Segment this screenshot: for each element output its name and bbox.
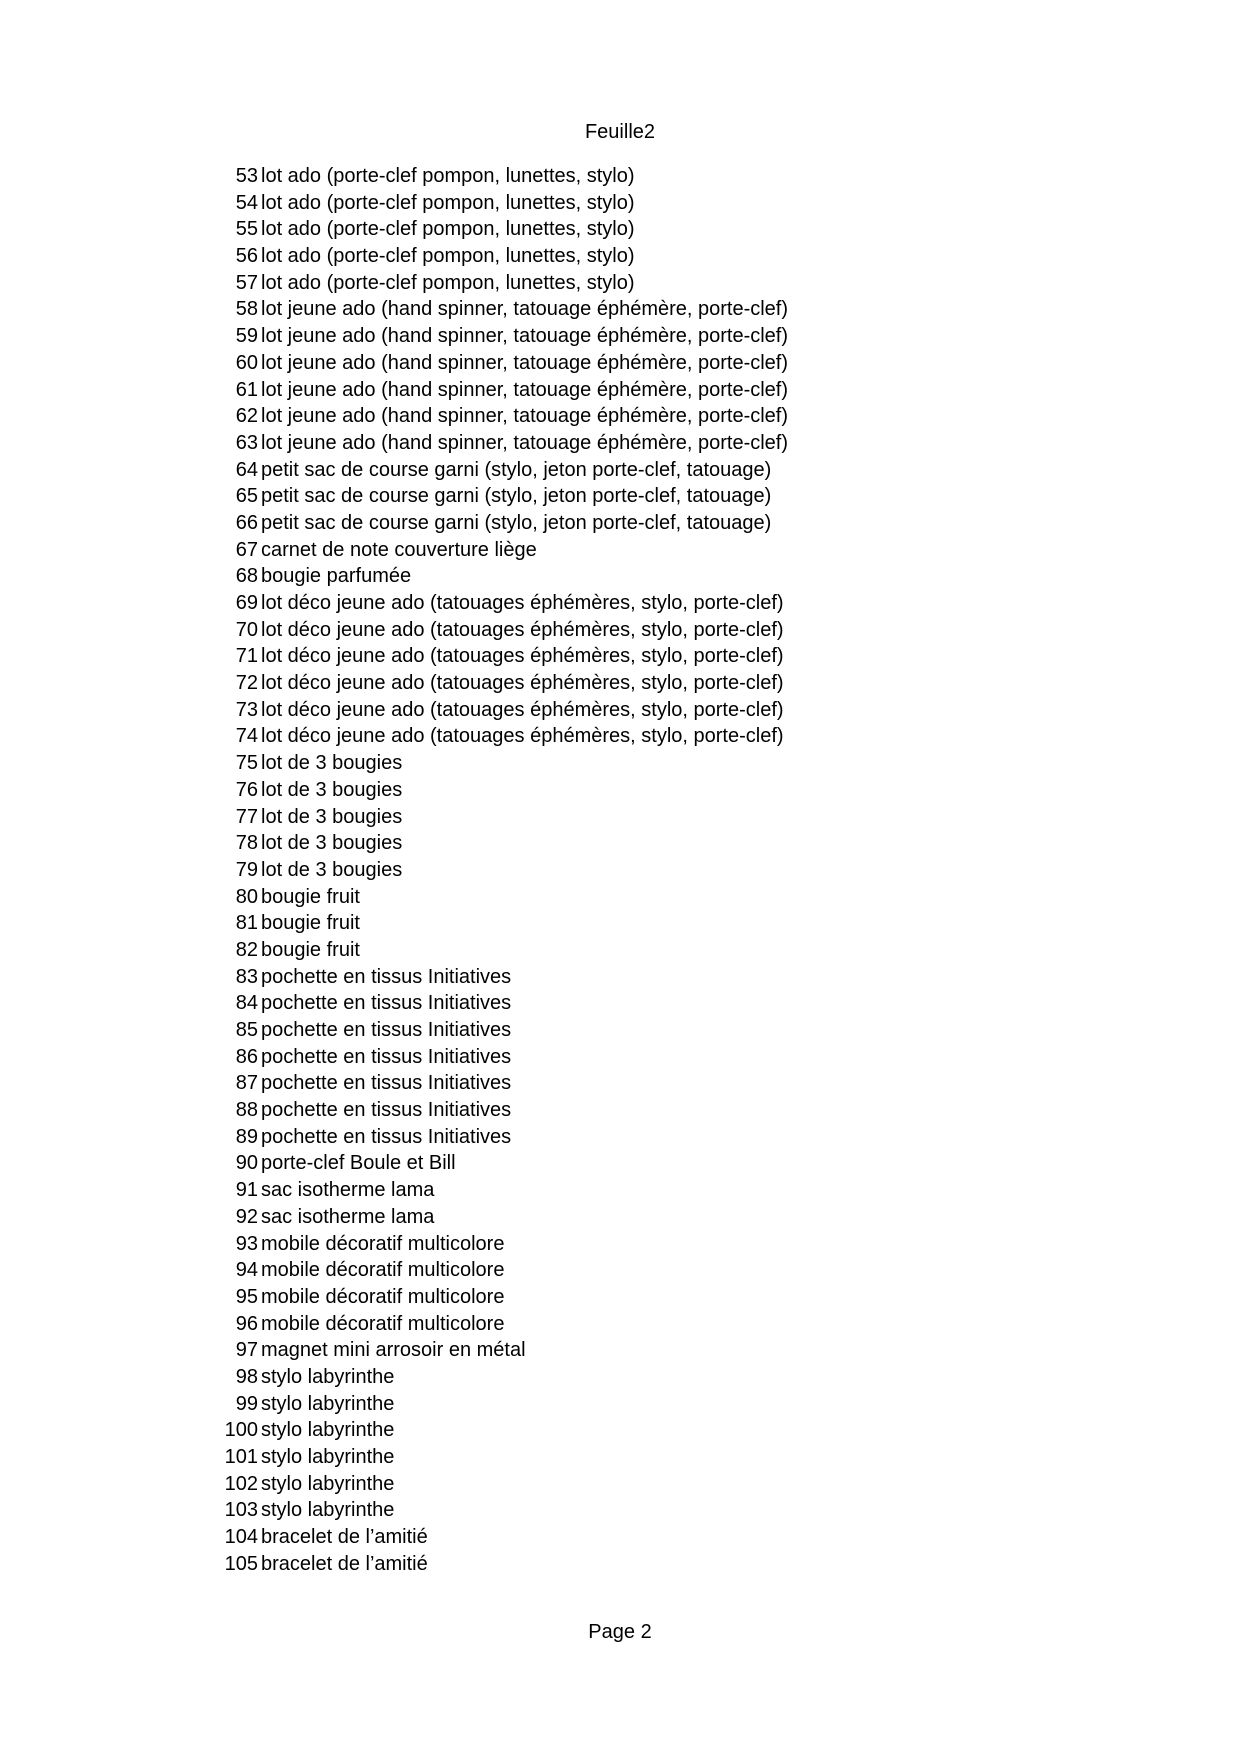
item-label: lot de 3 bougies [261, 832, 403, 855]
item-number: 87 [235, 1072, 258, 1095]
list-item [0, 1257, 1240, 1284]
item-number: 90 [235, 1152, 258, 1175]
item-number: 104 [224, 1526, 258, 1549]
list-item [0, 1337, 1240, 1364]
item-label: petit sac de course garni (stylo, jeton porte-clef, tatouage) [261, 458, 772, 481]
list-item [0, 430, 1240, 457]
item-number: 71 [235, 645, 258, 668]
item-label: lot ado (porte-clef pompon, lunettes, stylo) [261, 218, 635, 241]
item-number: 57 [235, 271, 258, 294]
list-item [0, 643, 1240, 670]
item-label: lot de 3 bougies [261, 752, 403, 775]
list-item [0, 350, 1240, 377]
page-number: Page 2 [588, 1621, 652, 1643]
item-label: stylo labyrinthe [261, 1446, 395, 1468]
item-label: petit sac de course garni (stylo, jeton porte-clef, tatouage) [261, 485, 772, 508]
item-label: pochette en tissus Initiatives [261, 1045, 512, 1068]
item-label: lot jeune ado (hand spinner, tatouage éphémère, porte-clef) [261, 351, 789, 374]
item-number: 64 [235, 458, 258, 481]
list-item [0, 884, 1240, 911]
list-item [0, 1444, 1240, 1471]
list-item [0, 296, 1240, 323]
item-label: lot ado (porte-clef pompon, lunettes, stylo) [261, 191, 635, 214]
item-number: 100 [224, 1419, 258, 1442]
item-label: stylo labyrinthe [261, 1365, 395, 1388]
item-label: lot jeune ado (hand spinner, tatouage éphémère, porte-clef) [261, 298, 789, 321]
item-number: 85 [235, 1019, 258, 1041]
item-label: bougie parfumée [261, 565, 412, 588]
list-item [0, 1391, 1240, 1418]
item-label: lot de 3 bougies [261, 805, 403, 828]
list-item [0, 537, 1240, 564]
item-number: 84 [235, 992, 258, 1015]
list-item [0, 1017, 1240, 1044]
item-number: 105 [224, 1552, 258, 1575]
list-item [0, 857, 1240, 884]
list-item [0, 723, 1240, 750]
item-label: bougie fruit [261, 885, 360, 908]
item-number: 63 [235, 431, 258, 454]
item-label: sac isotherme lama [261, 1179, 435, 1202]
list-item [0, 457, 1240, 484]
item-number: 66 [235, 511, 258, 534]
item-number: 78 [235, 832, 258, 855]
item-number: 91 [235, 1179, 258, 1202]
list-item [0, 670, 1240, 697]
item-number: 65 [235, 485, 258, 508]
list-item [0, 377, 1240, 404]
list-item [0, 777, 1240, 804]
item-label: lot déco jeune ado (tatouages éphémères, stylo, porte-clef) [261, 592, 784, 614]
list-item [0, 1231, 1240, 1258]
list-item [0, 910, 1240, 937]
list-item [0, 1177, 1240, 1204]
item-label: lot déco jeune ado (tatouages éphémères, stylo, porte-clef) [261, 725, 784, 748]
item-number: 75 [235, 752, 258, 775]
list-item [0, 1364, 1240, 1391]
item-label: lot jeune ado (hand spinner, tatouage éphémère, porte-clef) [261, 325, 789, 348]
list-item [0, 1204, 1240, 1231]
item-number: 93 [235, 1232, 258, 1255]
item-label: lot ado (porte-clef pompon, lunettes, stylo) [261, 245, 635, 268]
item-number: 69 [235, 592, 258, 614]
item-number: 54 [235, 191, 258, 214]
sheet-title: Feuille2 [584, 121, 656, 143]
item-label: pochette en tissus Initiatives [261, 1019, 512, 1041]
list-item [0, 804, 1240, 831]
item-number: 86 [235, 1045, 258, 1068]
list-item [0, 216, 1240, 243]
item-number: 94 [235, 1259, 258, 1282]
item-number: 56 [235, 245, 258, 268]
item-number: 79 [235, 858, 258, 881]
item-label: stylo labyrinthe [261, 1499, 395, 1522]
item-number: 96 [235, 1312, 258, 1335]
item-number: 53 [235, 165, 258, 187]
list-item [0, 964, 1240, 991]
item-number: 58 [235, 298, 258, 321]
list-item [0, 697, 1240, 724]
item-label: lot jeune ado (hand spinner, tatouage éphémère, porte-clef) [261, 378, 789, 401]
item-label: stylo labyrinthe [261, 1472, 395, 1495]
list-item [0, 483, 1240, 510]
item-number: 62 [235, 405, 258, 428]
item-number: 83 [235, 965, 258, 988]
item-label: carnet de note couverture liège [261, 538, 537, 561]
item-number: 102 [224, 1472, 258, 1495]
item-label: mobile décoratif multicolore [261, 1312, 505, 1335]
list-item [0, 1471, 1240, 1498]
list-item [0, 750, 1240, 777]
list-item [0, 403, 1240, 430]
item-label: pochette en tissus Initiatives [261, 965, 512, 988]
list-item [0, 990, 1240, 1017]
item-label: stylo labyrinthe [261, 1419, 395, 1442]
item-number: 103 [224, 1499, 258, 1522]
list-item [0, 1097, 1240, 1124]
item-number: 81 [235, 912, 258, 935]
item-label: lot ado (porte-clef pompon, lunettes, stylo) [261, 165, 635, 187]
item-label: lot de 3 bougies [261, 778, 403, 801]
item-number: 98 [235, 1365, 258, 1388]
item-number: 80 [235, 885, 258, 908]
list-item [0, 590, 1240, 617]
item-number: 55 [235, 218, 258, 241]
item-label: bracelet de l’amitié [261, 1552, 428, 1575]
item-label: mobile décoratif multicolore [261, 1285, 505, 1308]
item-label: lot jeune ado (hand spinner, tatouage éphémère, porte-clef) [261, 405, 789, 428]
item-number: 92 [235, 1205, 258, 1228]
item-number: 72 [235, 672, 258, 695]
list-item [0, 190, 1240, 217]
item-number: 61 [235, 378, 258, 401]
item-label: bougie fruit [261, 912, 360, 935]
list-item [0, 1150, 1240, 1177]
item-number: 59 [235, 325, 258, 348]
item-label: lot ado (porte-clef pompon, lunettes, stylo) [261, 271, 635, 294]
item-number: 95 [235, 1285, 258, 1308]
list-item [0, 1124, 1240, 1151]
item-label: sac isotherme lama [261, 1205, 435, 1228]
item-label: pochette en tissus Initiatives [261, 1072, 512, 1095]
list-item [0, 937, 1240, 964]
item-label: bougie fruit [261, 938, 360, 961]
list-item [0, 510, 1240, 537]
item-label: lot déco jeune ado (tatouages éphémères, stylo, porte-clef) [261, 645, 784, 668]
list-item [0, 270, 1240, 297]
item-number: 97 [235, 1339, 258, 1362]
list-item [0, 617, 1240, 644]
list-item [0, 1311, 1240, 1338]
item-number: 67 [235, 538, 258, 561]
item-number: 73 [235, 698, 258, 721]
item-label: petit sac de course garni (stylo, jeton porte-clef, tatouage) [261, 511, 772, 534]
item-number: 89 [235, 1125, 258, 1148]
item-label: lot déco jeune ado (tatouages éphémères, stylo, porte-clef) [261, 618, 784, 641]
list-item [0, 163, 1240, 190]
list-item [0, 1284, 1240, 1311]
item-number: 60 [235, 351, 258, 374]
item-label: bracelet de l’amitié [261, 1526, 428, 1549]
item-label: lot de 3 bougies [261, 858, 403, 881]
item-number: 99 [235, 1392, 258, 1415]
item-label: magnet mini arrosoir en métal [261, 1339, 526, 1362]
list-item [0, 830, 1240, 857]
item-number: 70 [235, 618, 258, 641]
list-item [0, 1070, 1240, 1097]
list-item [0, 243, 1240, 270]
item-label: lot déco jeune ado (tatouages éphémères, stylo, porte-clef) [261, 672, 784, 695]
item-label: mobile décoratif multicolore [261, 1259, 505, 1282]
item-label: pochette en tissus Initiatives [261, 992, 512, 1015]
item-number: 74 [235, 725, 258, 748]
item-number: 88 [235, 1099, 258, 1122]
item-number: 68 [235, 565, 258, 588]
list-item [0, 323, 1240, 350]
list-item [0, 1044, 1240, 1071]
item-label: mobile décoratif multicolore [261, 1232, 505, 1255]
item-label: porte-clef Boule et Bill [261, 1152, 456, 1175]
item-label: pochette en tissus Initiatives [261, 1125, 512, 1148]
item-number: 76 [235, 778, 258, 801]
list-item [0, 1417, 1240, 1444]
item-label: lot déco jeune ado (tatouages éphémères, stylo, porte-clef) [261, 698, 784, 721]
item-number: 82 [235, 938, 258, 961]
list-item [0, 1497, 1240, 1524]
item-number: 77 [235, 805, 258, 828]
item-list [0, 163, 1240, 1577]
item-label: pochette en tissus Initiatives [261, 1099, 512, 1122]
list-item [0, 563, 1240, 590]
item-label: lot jeune ado (hand spinner, tatouage éphémère, porte-clef) [261, 431, 789, 454]
item-label: stylo labyrinthe [261, 1392, 395, 1415]
list-item [0, 1524, 1240, 1551]
list-item [0, 1551, 1240, 1578]
item-number: 101 [224, 1446, 258, 1468]
